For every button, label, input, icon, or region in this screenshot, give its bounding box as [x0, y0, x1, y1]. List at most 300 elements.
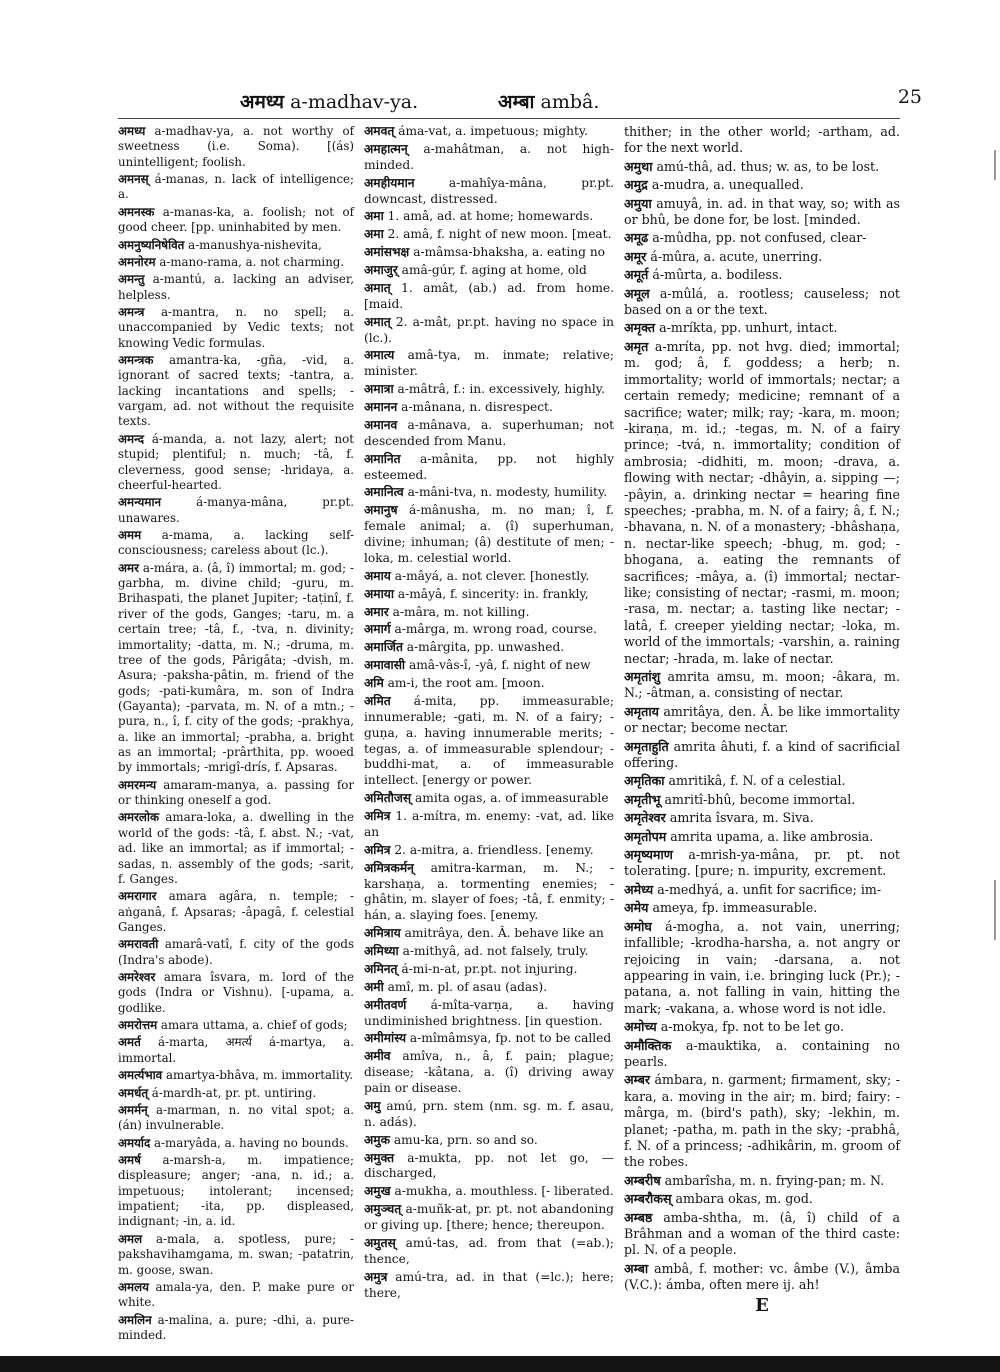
dictionary-entry	[364, 1184, 614, 1200]
header-left-roman: a-madhav-ya.	[290, 91, 419, 113]
dictionary-entry	[364, 926, 614, 942]
entry-headword: अमरावती	[118, 937, 159, 952]
entry-headword: अमौक्तिक	[624, 1037, 672, 1053]
dictionary-entry	[118, 205, 354, 236]
entry-definition: a-mârga, m. wrong road, course.	[394, 622, 597, 637]
entry-definition: a-manas-ka, a. foolish; not of good cheer. [pp. uninhabited by men.	[118, 204, 355, 235]
entry-headword: अमृतोपम	[624, 828, 667, 844]
entry-headword: अमरागार	[118, 889, 157, 904]
dictionary-entry	[364, 861, 614, 925]
header-right-roman: ambâ.	[540, 91, 600, 113]
dictionary-entry	[118, 1103, 354, 1134]
dictionary-entry	[364, 843, 614, 859]
entry-headword: अमात्य	[364, 348, 395, 363]
entry-headword: अमर्धत्	[118, 1085, 149, 1100]
dictionary-entry	[118, 124, 354, 170]
entry-definition: 1. a-mítra, m. enemy: -vat, ad. like an	[364, 809, 614, 839]
entry-definition: a-medhyá, a. unfit for sacrifice; im-	[657, 881, 882, 897]
entry-definition: ambarîsha, m. n. frying-pan; m. N.	[664, 1172, 885, 1188]
dictionary-entry	[624, 1261, 900, 1294]
entry-headword: अमृक्त	[624, 320, 656, 336]
entry-definition: amara uttama, a. chief of gods;	[160, 1018, 348, 1033]
entry-headword: अमर्मन्	[118, 1102, 148, 1117]
entry-definition: amarâ-vatî, f. city of the gods (Indra's abode).	[118, 937, 355, 967]
entry-headword: अमूर	[624, 248, 647, 264]
entry-definition: amritî-bhû, become immortal.	[664, 791, 856, 807]
entry-headword: अमीतवर्ण	[364, 997, 407, 1012]
entry-headword: अमुद्र	[624, 177, 648, 193]
entry-headword: अमिनत्	[364, 961, 398, 976]
entry-definition: amrita âhuti, f. a kind of sacrificial offering.	[624, 738, 900, 771]
dictionary-entry	[364, 1031, 614, 1047]
dictionary-entry	[364, 1099, 614, 1131]
entry-headword: अमूढ	[624, 230, 649, 246]
dictionary-column-1	[118, 124, 354, 1345]
dictionary-entry	[364, 1049, 614, 1097]
entry-headword: अमुक	[364, 1132, 390, 1147]
dictionary-entry	[364, 998, 614, 1030]
dictionary-entry	[118, 970, 354, 1016]
entry-headword: अमरेश्वर	[118, 970, 156, 985]
entry-definition: amuyâ, in. ad. in that way, so; with as or bhû, be done for, be lost. [minded.	[624, 195, 900, 228]
dictionary-entry	[364, 227, 614, 243]
dictionary-entry	[364, 1151, 614, 1183]
dictionary-entry	[118, 1232, 354, 1278]
dictionary-entry	[118, 1068, 354, 1083]
running-header	[108, 86, 922, 116]
dictionary-entry	[364, 503, 614, 567]
entry-definition: a-mâyá, a. not clever. [honestly.	[394, 568, 590, 583]
dictionary-entry	[364, 176, 614, 208]
entry-headword: अमेध्य	[624, 881, 654, 897]
dictionary-entry	[118, 495, 354, 526]
entry-definition: a-mano-rama, a. not charming.	[159, 254, 345, 269]
dictionary-entry	[624, 773, 900, 789]
entry-headword: अमहात्मन्	[364, 141, 408, 156]
entry-headword: अमित्र	[364, 809, 391, 823]
dictionary-entry	[624, 230, 900, 246]
entry-definition: a-mala, a. spotless, pure; -pakshavihamgama, m. swan; -patatrin, m. goose, swan.	[118, 1231, 355, 1277]
entry-definition: a-mânita, pp. not highly esteemed.	[364, 451, 615, 482]
entry-definition: amara agâra, n. temple; -aṅganâ, f. Apsaras; -âpagâ, f. celestial Ganges.	[118, 889, 354, 934]
dictionary-entry	[364, 694, 614, 789]
entry-definition: 1. amâ, ad. at home; homewards.	[387, 209, 594, 224]
entry-definition: amara-loka, a. dwelling in the world of the gods: -tâ, f. abst. N.; -vat, ad. like an immortal; as if immortal; -sadas, n. assembly of the gods; -sarit, f. Ganges.	[118, 810, 354, 886]
entry-headword: अमि	[364, 676, 384, 690]
dictionary-column-2	[364, 124, 614, 1303]
entry-definition: amrita îsvara, m. Siva.	[669, 810, 814, 826]
entry-definition: a-marman, n. no vital spot; a. (án) invulnerable.	[118, 1102, 355, 1133]
scan-bottom-edge	[0, 1356, 1000, 1372]
entry-headword: अमार्जित	[364, 640, 403, 655]
entry-headword: अमरोत्तम	[118, 1018, 158, 1033]
entry-definition: a-mûlá, a. rootless; causeless; not based on a or the text.	[624, 285, 900, 318]
entry-definition: á-marta, अमर्त्य á-martya, a. immortal.	[118, 1035, 354, 1065]
entry-headword: अमर्ष	[118, 1153, 141, 1167]
entry-definition: amantra-ka, -gña, -vid, a. ignorant of sacred texts; -tantra, a. lacking incantations and spells; -vargam, ad. not without the requisite texts.	[118, 353, 355, 429]
entry-headword: अमित्रकर्मन्	[364, 860, 414, 875]
entry-definition: a-mâmsa-bhaksha, a. eating no	[413, 245, 606, 260]
entry-headword: अम्बरीष	[624, 1172, 661, 1188]
dictionary-entry	[118, 1035, 354, 1066]
dictionary-entry	[364, 209, 614, 225]
entry-definition: 2. amâ, f. night of new moon. [meat.	[387, 227, 612, 242]
entry-definition: a-mithyâ, ad. not falsely, truly.	[402, 944, 589, 958]
entry-headword: अमवत्	[364, 124, 395, 138]
dictionary-entry	[118, 810, 354, 887]
entry-definition: á-mita, pp. immeasurable; innumerable; -gati, m. N. of a fairy; -guṇa, a. having innumerable merits; -tegas, a. of immeasurable splendour; -buddhi-mat, a. of immeasurable intellect. [energy or power.	[364, 693, 614, 788]
entry-definition: amara îsvara, m. lord of the gods (Indra or Vishnu). [-upama, a. godlike.	[118, 970, 355, 1015]
dictionary-entry	[624, 1072, 900, 1170]
entry-headword: अम्बष्ठ	[624, 1209, 653, 1225]
entry-headword: अमरमन्य	[118, 777, 157, 792]
entry-definition: amritâya, den. Â. be like immortality or nectar; become nectar.	[624, 703, 900, 736]
dictionary-entry	[364, 1236, 614, 1268]
entry-definition: a-mânava, a. superhuman; not descended from Manu.	[364, 417, 615, 448]
dictionary-entry	[364, 348, 614, 380]
entry-headword: अमृताय	[624, 703, 659, 719]
entry-headword: अमानन	[364, 400, 398, 414]
dictionary-entry	[364, 605, 614, 621]
entry-headword: अमा	[364, 227, 384, 242]
dictionary-entry	[364, 263, 614, 279]
dictionary-entry	[624, 739, 900, 772]
entry-definition: a-mantra, n. no spell; a. unaccompanied by Vedic texts; not knowing Vedic formulas.	[118, 304, 355, 350]
dictionary-entry	[118, 778, 354, 809]
entry-definition: amâ-tya, m. inmate; relative; minister.	[364, 348, 615, 379]
scan-edge-mark	[994, 880, 996, 940]
entry-definition: a-mûdha, pp. not confused, clear-	[652, 230, 867, 246]
dictionary-entry	[624, 196, 900, 229]
dictionary-entry	[624, 829, 900, 845]
entry-headword: अमोघ	[624, 918, 652, 934]
entry-definition: amartya-bhâva, m. immortality.	[166, 1068, 354, 1083]
dictionary-entry	[118, 561, 354, 776]
entry-definition: amâ-vâs-î, -yâ, f. night of new	[408, 658, 591, 673]
entry-headword: अमृतेश्वर	[624, 810, 666, 826]
entry-definition: 1. amât, (ab.) ad. from home. [maid.	[364, 280, 614, 311]
entry-headword: अमित्र	[364, 842, 391, 857]
dictionary-entry	[118, 305, 354, 351]
dictionary-entry	[364, 962, 614, 978]
entry-headword: अमन्यमान	[118, 495, 162, 510]
dictionary-entry	[364, 124, 614, 140]
entry-headword: अमी	[364, 979, 384, 994]
entry-headword: अमावासी	[364, 658, 406, 673]
entry-headword: अमित्राय	[364, 926, 401, 941]
dictionary-entry	[118, 172, 354, 203]
entry-definition: a-mahâtman, a. not high-minded.	[364, 141, 614, 172]
entry-headword: अमात्	[364, 280, 391, 295]
entry-definition: a-mára, a. (â, î) immortal; m. god; -garbha, m. divine child; -guru, m. Brihaspati, the planet Jupiter; -taṭinî, f. river of the gods, Ganges; -taru, m. a certain tree; -tâ, f., -tva, n. divinity; immortality; -datta, m. N.; -druma, m. tree of the gods, Pârigâta; -dvish, m. Asura; -paksha-pâtin, m. friend of the gods; -pati-kumâra, m. son of Indra (Gayanta); -parvata, m. N. of a mtn.; -pura, n., î, f. city of the gods; -prakhya, a. like an immortal; -prabha, a. bright as an immortal; -prârthita, pp. wooed by immortals; -mrigî-drís, f. Apsaras.	[118, 560, 354, 775]
entry-definition: amitra-karman, m. N.; -karshaṇa, a. tormenting enemies; -ghâtin, m. slayer of foes; -tâ, f. enmity; -hán, a. slaying foes. [enemy.	[364, 860, 615, 923]
entry-headword: अमम	[118, 527, 142, 542]
entry-definition: amaram-manya, a. passing for or thinking oneself a god.	[118, 777, 355, 808]
dictionary-entry	[624, 704, 900, 737]
dictionary-entry	[118, 1018, 354, 1033]
entry-headword: अमाजुर्	[364, 263, 398, 277]
header-right	[498, 88, 599, 114]
dictionary-entry	[624, 286, 900, 319]
entry-headword: अमितौजस्	[364, 791, 412, 806]
entry-definition: amú-thâ, ad. thus; w. as, to be lost.	[656, 158, 880, 174]
entry-definition: ámbara, n. garment; firmament, sky; -kara, a. moving in the air; m. bird; fairy: -mârga, m. (bird's path), sky; -lekhin, m. planet; -patha, m. path in the sky; -prabhâ, f. N. of a princess; -adhikârin, m. groom of the robes.	[624, 1072, 900, 1170]
entry-definition: á-mûra, a. acute, unerring.	[650, 248, 823, 264]
dictionary-entry	[364, 791, 614, 807]
dictionary-entry	[364, 452, 614, 484]
dictionary-entry	[118, 1280, 354, 1311]
dictionary-entry	[624, 669, 900, 702]
dictionary-entry	[118, 1313, 354, 1344]
entry-definition: amú-tas, ad. from that (=ab.); thence,	[364, 1235, 614, 1266]
dictionary-entry	[118, 1086, 354, 1101]
entry-definition: a-mantú, a. lacking an adviser, helpless.	[118, 272, 355, 302]
entry-definition: a-mukta, pp. not let go, — discharged,	[364, 1150, 614, 1181]
entry-headword: अमृतीभू	[624, 791, 661, 807]
entry-definition: amba-shtha, m. (â, î) child of a Brâhman and a woman of the third caste: pl. N. of a people.	[624, 1209, 900, 1258]
dictionary-entry	[364, 944, 614, 960]
dictionary-entry	[624, 1191, 900, 1207]
entry-headword: अमध्य	[118, 124, 146, 138]
dictionary-entry	[364, 382, 614, 398]
entry-headword: अमल	[118, 1231, 143, 1246]
dictionary-column-3	[624, 124, 900, 1314]
entry-definition: a-mânana, n. disrespect.	[401, 400, 553, 414]
entry-headword: अमन्त्रक	[118, 353, 154, 368]
dictionary-entry	[118, 1136, 354, 1151]
entry-definition: thither; in the other world; -artham, ad. for the next world.	[624, 124, 900, 156]
dictionary-entry	[624, 1019, 900, 1035]
dictionary-entry	[624, 124, 900, 157]
dictionary-entry	[364, 485, 614, 501]
entry-headword: अमानित्व	[364, 485, 404, 500]
entry-headword: अमनस्	[118, 172, 149, 187]
entry-definition: a-mâyâ, f. sincerity: in. frankly,	[397, 586, 589, 601]
entry-headword: अमर्याद	[118, 1135, 151, 1150]
entry-definition: amú, prn. stem (nm. sg. m. f. asau, n. adás).	[364, 1098, 614, 1129]
dictionary-entry	[624, 177, 900, 193]
entry-headword: अमीव	[364, 1049, 391, 1064]
entry-headword: अमहीयमान	[364, 175, 415, 190]
entry-headword: अमीमांस्य	[364, 1031, 407, 1046]
entry-definition: a-madhav-ya, a. not worthy of sweetness (i.e. Soma). [(ás) unintelligent; foolish.	[118, 124, 355, 169]
entry-headword: अमोच्य	[624, 1019, 657, 1035]
dictionary-entry	[118, 528, 354, 559]
entry-headword: अमूर्त	[624, 267, 649, 283]
dictionary-entry	[624, 267, 900, 283]
entry-headword: अमन्त्र	[118, 304, 145, 319]
dictionary-entry	[118, 432, 354, 493]
dictionary-entry	[364, 809, 614, 841]
header-right-devanagari: अम्बा	[498, 91, 535, 113]
dictionary-entry	[364, 315, 614, 347]
entry-definition: amita ogas, a. of immeasurable	[415, 791, 609, 806]
dictionary-entry	[624, 339, 900, 667]
entry-headword: अमाय	[364, 568, 391, 583]
entry-definition: á-manas, n. lack of intelligence; a.	[118, 172, 355, 202]
dictionary-entry	[624, 159, 900, 175]
entry-definition: amu-ka, prn. so and so.	[393, 1132, 538, 1147]
entry-definition: ambara okas, m. god.	[675, 1191, 813, 1207]
dictionary-entry	[364, 622, 614, 638]
entry-definition: a-maryâda, a. having no bounds.	[153, 1135, 349, 1150]
dictionary-entry	[624, 882, 900, 898]
dictionary-entry	[364, 281, 614, 313]
entry-headword: अमनुष्यनिषेवित	[118, 237, 185, 252]
entry-headword: अमार	[364, 604, 389, 619]
dictionary-entry	[364, 569, 614, 585]
entry-headword: अमृत	[624, 338, 649, 354]
entry-headword: अमृष्यमाण	[624, 847, 673, 863]
entry-definition: a-mauktika, a. containing no pearls.	[624, 1037, 900, 1069]
dictionary-entry	[364, 1133, 614, 1149]
entry-headword: अमर्त	[118, 1035, 141, 1050]
entry-headword: अमाया	[364, 586, 394, 601]
page-number: 25	[897, 86, 922, 108]
entry-definition: a-mukha, a. mouthless. [- liberated.	[394, 1184, 614, 1199]
entry-definition: a-muñk-at, pr. pt. not abandoning or giving up. [there; hence; thereupon.	[364, 1202, 614, 1232]
dictionary-entry	[364, 587, 614, 603]
entry-definition: 2. a-mât, pr.pt. having no space in (lc.).	[364, 314, 615, 345]
entry-definition: amitrâya, den. Â. behave like an	[404, 926, 604, 941]
entry-definition: a-mríkta, pp. unhurt, intact.	[659, 320, 838, 336]
entry-headword: अमलिन	[118, 1312, 152, 1327]
entry-definition: a-mrish-ya-mâna, pr. pt. not tolerating. [pure; n. impurity, excrement.	[624, 847, 900, 879]
entry-definition: á-mi-n-at, pr.pt. not injuring.	[401, 961, 578, 976]
entry-headword: अमानुष	[364, 503, 398, 518]
entry-definition: a-mâni-tva, n. modesty, humility.	[407, 485, 608, 500]
section-end-mark: E	[755, 1294, 769, 1316]
scan-edge-mark	[994, 150, 996, 180]
entry-headword: अम्बरौकस्	[624, 1191, 672, 1207]
entry-headword: अमनस्क	[118, 204, 155, 219]
dictionary-entry	[624, 1038, 900, 1071]
entry-headword: अमन्तु	[118, 272, 145, 287]
entry-definition: 2. a-mitra, a. friendless. [enemy.	[394, 842, 594, 857]
entry-headword: अम्बर	[624, 1072, 651, 1088]
entry-headword: अमुञ्चत्	[364, 1202, 402, 1217]
entry-definition: amú-tra, ad. in that (=lc.); here; there,	[364, 1269, 614, 1300]
entry-definition: á-mogha, a. not vain, unerring; infallible; -krodha-harsha, a. not angry or rejoicing in vain; -darsana, a. not appearing in vain, i.e. bringing luck (Pr.); -patana, a. not falling in vain, hitting the mark; -vakana, a. whose word is not idle.	[624, 918, 900, 1016]
dictionary-entry	[118, 889, 354, 935]
entry-headword: अमूल	[624, 285, 650, 301]
entry-definition: a-marsh-a, m. impatience; displeasure; anger; -ana, n. id.; a. impetuous; intolerant; incensed; impatient; -ita, pp. displeased, indignant; -in, a. id.	[118, 1153, 355, 1229]
dictionary-entry	[624, 919, 900, 1017]
entry-headword: अमर	[118, 560, 139, 575]
entry-definition: amîva, n., â, f. pain; plague; disease; -kâtana, a. (î) driving away pain or disease.	[364, 1049, 614, 1095]
header-left-devanagari: अमध्य	[240, 91, 285, 113]
entry-definition: amrita amsu, m. moon; -âkara, m. N.; -âtman, a. consisting of nectar.	[624, 669, 900, 701]
dictionary-entry	[624, 792, 900, 808]
dictionary-entry	[118, 238, 354, 253]
dictionary-entry	[364, 1202, 614, 1234]
entry-headword: अमार्ग	[364, 622, 391, 637]
entry-definition: amrita upama, a. like ambrosia.	[670, 828, 874, 844]
entry-definition: á-mûrta, a. bodiless.	[652, 267, 783, 283]
entry-headword: अमुतस्	[364, 1235, 396, 1250]
entry-headword: अमिथ्या	[364, 944, 399, 958]
entry-definition: áma-vat, a. impetuous; mighty.	[398, 124, 589, 138]
dictionary-entry	[118, 272, 354, 303]
dictionary-entry	[624, 249, 900, 265]
dictionary-entry	[118, 255, 354, 270]
entry-definition: am-i, the root am. [moon.	[387, 676, 545, 690]
entry-definition: ambâ, f. mother: vc. âmbe (V.), âmba (V.C.): ámba, often mere ij. ah!	[624, 1260, 900, 1293]
entry-definition: amala-ya, den. P. make pure or white.	[118, 1279, 355, 1310]
entry-headword: अमेय	[624, 900, 649, 916]
entry-headword: अमात्	[364, 314, 391, 329]
dictionary-entry	[624, 847, 900, 880]
entry-definition: a-mâtrâ, f.: in. excessively, highly.	[397, 382, 605, 397]
entry-definition: a-mríta, pp. not hvg. died; immortal; m. god; â, f. goddess; a herb; n. immortality; world of immortals; nectar; a certain remedy; medicine; remnant of a sacrifice; water; milk; ray; -kara, m. moon; -kiraṇa, m. id.; -tegas, m. N. of a fairy prince; -tvá, n. immortality; condition of ambrosia; -didhiti, m. moon; -drava, a. flowing with nectar; -dhâyin, a. sipping —; -pâyin, a. drinking nectar = hearing fine speeches; -prabha, m. N. of a fairy; â, f. N.; -bhavana, n. N. of a monastery; -bhâshaṇa, n. nectar-like speech; -bhug, m. god; -bhogana, a. eating the remnants of sacrifices; -mâya, a. (î) immortal; nectar-like; consisting of nectar; -rasmi, m. moon; -rasa, m. nectar; a. tasting like nectar; -latâ, f. creeper yielding nectar; -loka, m. world of the immortals; -varshin, a. raining nectar; -hrada, m. lake of nectar.	[624, 338, 900, 666]
entry-definition: á-manda, a. not lazy, alert; not stupid; plentiful; n. much; -tâ, f. cleverness, good sense; -hridaya, a. cheerful-hearted.	[118, 431, 354, 492]
entry-headword: अमरलोक	[118, 810, 160, 825]
entry-headword: अमनोरम	[118, 254, 156, 269]
entry-definition: amritikâ, f. N. of a celestial.	[668, 773, 846, 789]
dictionary-entry	[364, 400, 614, 416]
dictionary-entry	[364, 640, 614, 656]
entry-headword: अमात्रा	[364, 382, 394, 397]
entry-headword: अमृतिका	[624, 773, 665, 789]
dictionary-entry	[364, 658, 614, 674]
entry-definition: a-mokya, fp. not to be let go.	[660, 1019, 844, 1035]
entry-headword: अमुथा	[624, 158, 653, 174]
dictionary-entry	[364, 1270, 614, 1302]
entry-definition: a-mahîya-mâna, pr.pt. downcast, distressed.	[364, 175, 614, 206]
entry-definition: a-mama, a. lacking self-consciousness; careless about (lc.).	[118, 527, 355, 558]
entry-definition: amâ-gúr, f. aging at home, old	[401, 263, 587, 277]
dictionary-entry	[364, 418, 614, 450]
entry-headword: अमृतांशु	[624, 669, 661, 684]
entry-definition: á-mardh-at, pr. pt. untiring.	[151, 1085, 317, 1100]
entry-definition: ameya, fp. immeasurable.	[652, 900, 818, 916]
entry-headword: अमुया	[624, 195, 652, 211]
header-rule	[118, 118, 900, 119]
entry-definition: a-mârgita, pp. unwashed.	[406, 640, 565, 655]
entry-definition: á-mîta-varṇa, a. having undiminished brightness. [in question.	[364, 997, 614, 1028]
entry-definition: amî, m. pl. of asau (adas).	[387, 979, 548, 994]
entry-definition: a-mudra, a. unequalled.	[651, 177, 804, 193]
entry-definition: á-manya-mâna, pr.pt. unawares.	[118, 495, 354, 525]
dictionary-entry	[364, 142, 614, 174]
entry-definition: a-mîmâmsya, fp. not to be called	[409, 1031, 612, 1046]
dictionary-entry	[624, 320, 900, 336]
entry-headword: अमानव	[364, 417, 398, 432]
entry-headword: अमन्द	[118, 431, 144, 446]
dictionary-entry	[118, 937, 354, 968]
entry-definition: a-malina, a. pure; -dhi, a. pure-minded.	[118, 1312, 354, 1342]
dictionary-entry	[624, 1210, 900, 1259]
entry-headword: अमर्त्यभाव	[118, 1068, 163, 1083]
entry-definition: á-mânusha, m. no man; î, f. female animal; a. (î) superhuman, divine; inhuman; (â) destitute of men; -loka, m. celestial world.	[364, 503, 614, 565]
entry-definition: a-manushya-nishevita,	[188, 237, 322, 252]
entry-headword: अम्बा	[624, 1260, 649, 1276]
dictionary-entry	[364, 676, 614, 692]
dictionary-entry	[364, 980, 614, 996]
entry-headword: अमृताहुति	[624, 738, 669, 754]
dictionary-entry	[624, 1173, 900, 1189]
entry-headword: अमुक्त	[364, 1150, 395, 1165]
dictionary-entry	[364, 245, 614, 261]
entry-headword: अमानित	[364, 451, 401, 466]
dictionary-entry	[118, 353, 354, 430]
dictionary-entry	[118, 1153, 354, 1230]
dictionary-entry	[624, 900, 900, 916]
entry-headword: अमित	[364, 693, 391, 708]
entry-headword: अमु	[364, 1098, 381, 1113]
dictionary-entry	[624, 810, 900, 826]
header-left	[240, 88, 418, 114]
